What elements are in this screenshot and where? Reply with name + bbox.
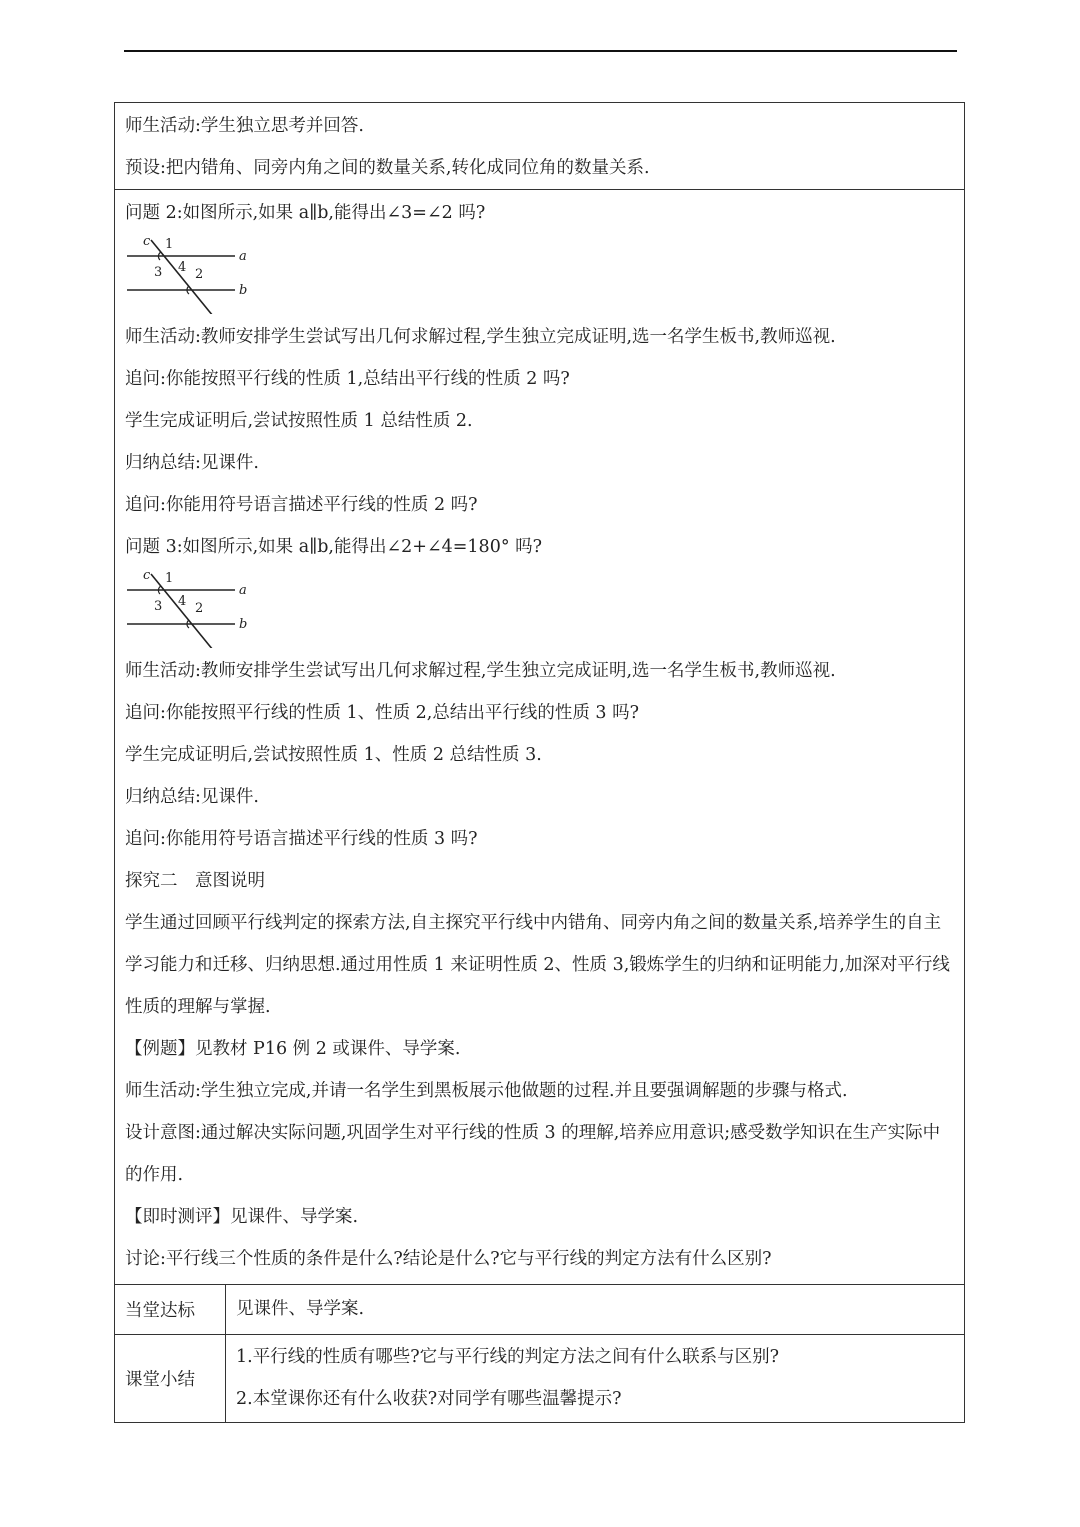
q2-follow-up-2: 追问:你能用符号语言描述平行线的性质 2 吗? — [125, 495, 478, 515]
intro-cell — [115, 103, 965, 190]
example-activity: 师生活动:学生独立完成,并请一名学生到黑板展示他做题的过程.并且要强调解题的步骤与格式. — [125, 1081, 848, 1101]
label-1: 1 — [165, 237, 174, 252]
parallel-lines-figure-2 — [127, 568, 954, 648]
q2-activity: 师生活动:教师安排学生尝试写出几何求解过程,学生独立完成证明,选一名学生板书,教师巡视. — [125, 327, 836, 347]
summary-content — [226, 1335, 965, 1423]
header-rule — [124, 50, 957, 52]
table-row — [115, 103, 965, 190]
q3-after-proof: 学生完成证明后,尝试按照性质 1、性质 2 总结性质 3. — [125, 745, 542, 765]
practice-text: 见课件、导学案. — [236, 1299, 365, 1319]
discussion-text: 讨论:平行线三个性质的条件是什么?结论是什么?它与平行线的判定方法有什么区别? — [125, 1249, 772, 1269]
label-3: 3 — [154, 265, 163, 280]
q2-follow-up: 追问:你能按照平行线的性质 1,总结出平行线的性质 2 吗? — [125, 369, 570, 389]
summary-label: 课堂小结 — [115, 1335, 226, 1423]
label-4: 4 — [178, 594, 187, 609]
q2-after-proof: 学生完成证明后,尝试按照性质 1 总结性质 2. — [125, 411, 473, 431]
table-row — [115, 190, 965, 1285]
label-a: a — [239, 249, 247, 264]
label-b: b — [239, 617, 248, 632]
preset-text: 预设:把内错角、同旁内角之间的数量关系,转化成同位角的数量关系. — [125, 158, 650, 178]
label-c: c — [143, 568, 151, 583]
label-b: b — [239, 283, 248, 298]
question-3: 问题 3:如图所示,如果 a∥b,能得出∠2+∠4=180° 吗? — [125, 537, 543, 557]
table-row — [115, 1335, 965, 1423]
label-2: 2 — [195, 267, 204, 282]
q3-activity: 师生活动:教师安排学生尝试写出几何求解过程,学生独立完成证明,选一名学生板书,教师巡视. — [125, 661, 836, 681]
table-row — [115, 1285, 965, 1335]
parallel-lines-figure-1 — [127, 234, 954, 314]
question-2: 问题 2:如图所示,如果 a∥b,能得出∠3=∠2 吗? — [125, 203, 486, 223]
q3-follow-up-2: 追问:你能用符号语言描述平行线的性质 3 吗? — [125, 829, 478, 849]
activity-text: 师生活动:学生独立思考并回答. — [125, 116, 364, 136]
explore-title: 探究二 意图说明 — [125, 871, 265, 891]
exploration-cell — [115, 190, 965, 1285]
example-text: 【例题】见教材 P16 例 2 或课件、导学案. — [125, 1039, 461, 1059]
summary-item-2: 2.本堂课你还有什么收获?对同学有哪些温馨提示? — [236, 1389, 622, 1409]
explore-text: 学生通过回顾平行线判定的探索方法,自主探究平行线中内错角、同旁内角之间的数量关系,培养学生的自主学习能力和迁移、归纳思想.通过用性质 1 来证明性质 2、性质 3,锻炼学生的归纳和证明能力,加深对平行线性质的理解与掌握. — [125, 913, 950, 1017]
practice-content — [226, 1285, 965, 1335]
q2-summary: 归纳总结:见课件. — [125, 453, 259, 473]
practice-label: 当堂达标 — [115, 1285, 226, 1335]
lesson-table — [114, 102, 965, 1423]
label-3: 3 — [154, 599, 163, 614]
label-a: a — [239, 583, 247, 598]
label-2: 2 — [195, 601, 204, 616]
label-4: 4 — [178, 260, 187, 275]
design-intent: 设计意图:通过解决实际问题,巩固学生对平行线的性质 3 的理解,培养应用意识;感受数学知识在生产实际中的作用. — [125, 1123, 941, 1185]
q3-follow-up: 追问:你能按照平行线的性质 1、性质 2,总结出平行线的性质 3 吗? — [125, 703, 639, 723]
q3-summary: 归纳总结:见课件. — [125, 787, 259, 807]
summary-item-1: 1.平行线的性质有哪些?它与平行线的判定方法之间有什么联系与区别? — [236, 1347, 779, 1367]
label-c: c — [143, 234, 151, 249]
quiz-text: 【即时测评】见课件、导学案. — [125, 1207, 359, 1227]
label-1: 1 — [165, 571, 174, 586]
